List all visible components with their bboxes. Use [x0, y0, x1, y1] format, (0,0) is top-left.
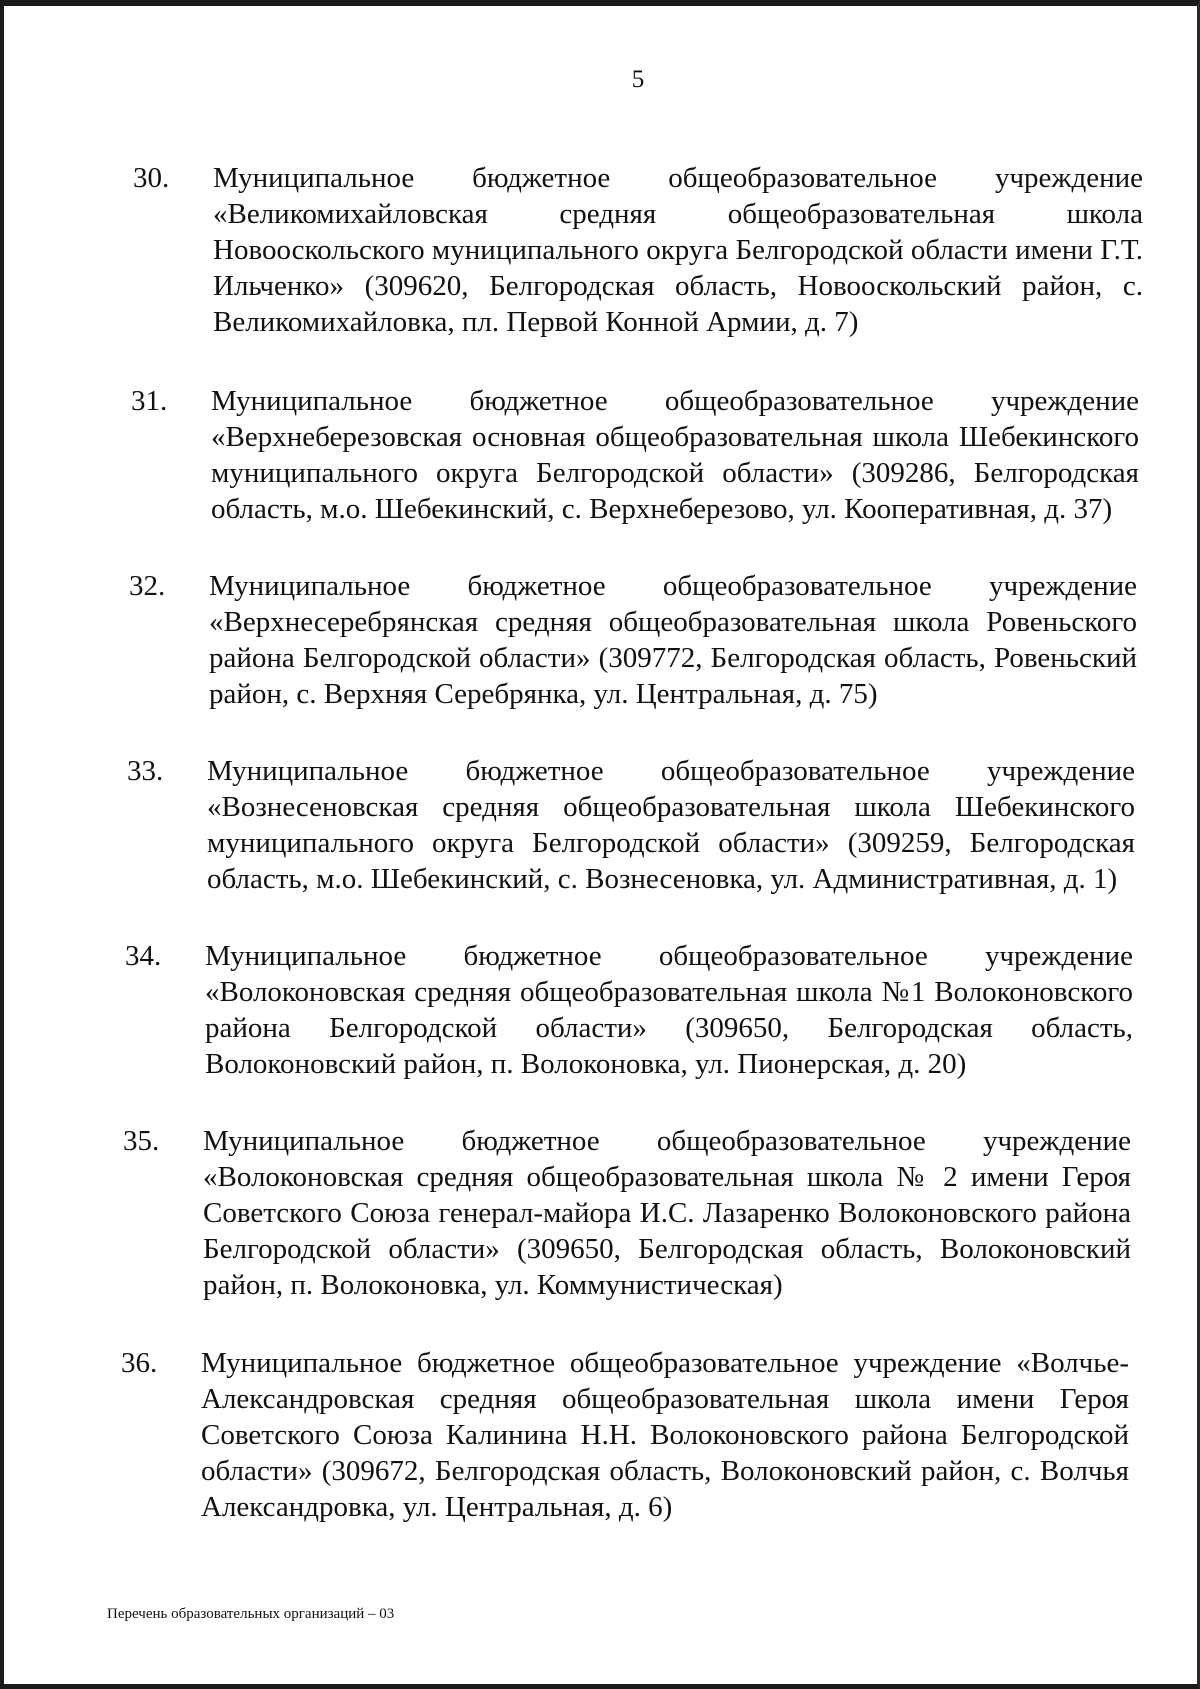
list-item	[127, 753, 1135, 903]
list-item-text: Муниципальное бюджетное общеобразовательное учреждение «Верхнеберезовская основная общеобразовательная школа Шебекинского муниципального округа Белгородской области» (309286, Белгородская область, м.о. Шебекинский, с. Верхнеберезово, ул. Кооперативная, д. 37)	[211, 385, 1139, 525]
document-footer: Перечень образовательных организаций – 03	[107, 1606, 395, 1622]
list-item	[129, 568, 1137, 718]
list-item-number: 32.	[129, 570, 166, 602]
page-number: 5	[631, 66, 645, 93]
list-item-number: 36.	[121, 1347, 158, 1379]
list-item-number: 35.	[123, 1125, 160, 1157]
list-item	[123, 1123, 1131, 1313]
list-item	[125, 938, 1133, 1088]
list-item	[121, 1345, 1129, 1535]
list-item-text: Муниципальное бюджетное общеобразовательное учреждение «Великомихайловская средняя общеобразовательная школа Новооскольского муниципального округа Белгородской области имени Г.Т. Ильченко» (309620, Белгородская область, Новооскольский район, с. Великомихайловка, пл. Первой Конной Армии, д. 7)	[213, 162, 1143, 338]
list-item-text: Муниципальное бюджетное общеобразовательное учреждение «Верхнесеребрянская средняя общеобразовательная школа Ровеньского района Белгородской области» (309772, Белгородская область, Ровеньский район, с. Верхняя Серебрянка, ул. Центральная, д. 75)	[209, 570, 1137, 710]
list-item-number: 31.	[131, 385, 168, 417]
list-item-text: Муниципальное бюджетное общеобразовательное учреждение «Волоконовская средняя общеобразовательная школа №1 Волоконовского района Белгородской области» (309650, Белгородская область, Волоконовский район, п. Волоконовка, ул. Пионерская, д. 20)	[205, 940, 1133, 1080]
list-item-number: 33.	[127, 755, 164, 787]
list-item-number: 34.	[125, 940, 162, 972]
list-item-number: 30.	[133, 162, 170, 194]
list-item-text: Муниципальное бюджетное общеобразовательное учреждение «Вознесеновская средняя общеобразовательная школа Шебекинского муниципального округа Белгородской области» (309259, Белгородская область, м.о. Шебекинский, с. Вознесеновка, ул. Административная, д. 1)	[207, 755, 1135, 895]
list-item	[133, 160, 1143, 340]
list-item	[131, 383, 1139, 533]
list-item-text: Муниципальное бюджетное общеобразовательное учреждение «Волоконовская средняя общеобразовательная школа № 2 имени Героя Советского Союза генерал-майора И.С. Лазаренко Волоконовского района Белгородской области» (309650, Белгородская область, Волоконовский район, п. Волоконовка, ул. Коммунистическая)	[203, 1125, 1131, 1301]
list-item-text: Муниципальное бюджетное общеобразовательное учреждение «Волчье-Александровская средняя общеобразовательная школа имени Героя Советского Союза Калинина Н.Н. Волоконовского района Белгородской области» (309672, Белгородская область, Волоконовский район, с. Волчья Александровка, ул. Центральная, д. 6)	[201, 1347, 1129, 1523]
